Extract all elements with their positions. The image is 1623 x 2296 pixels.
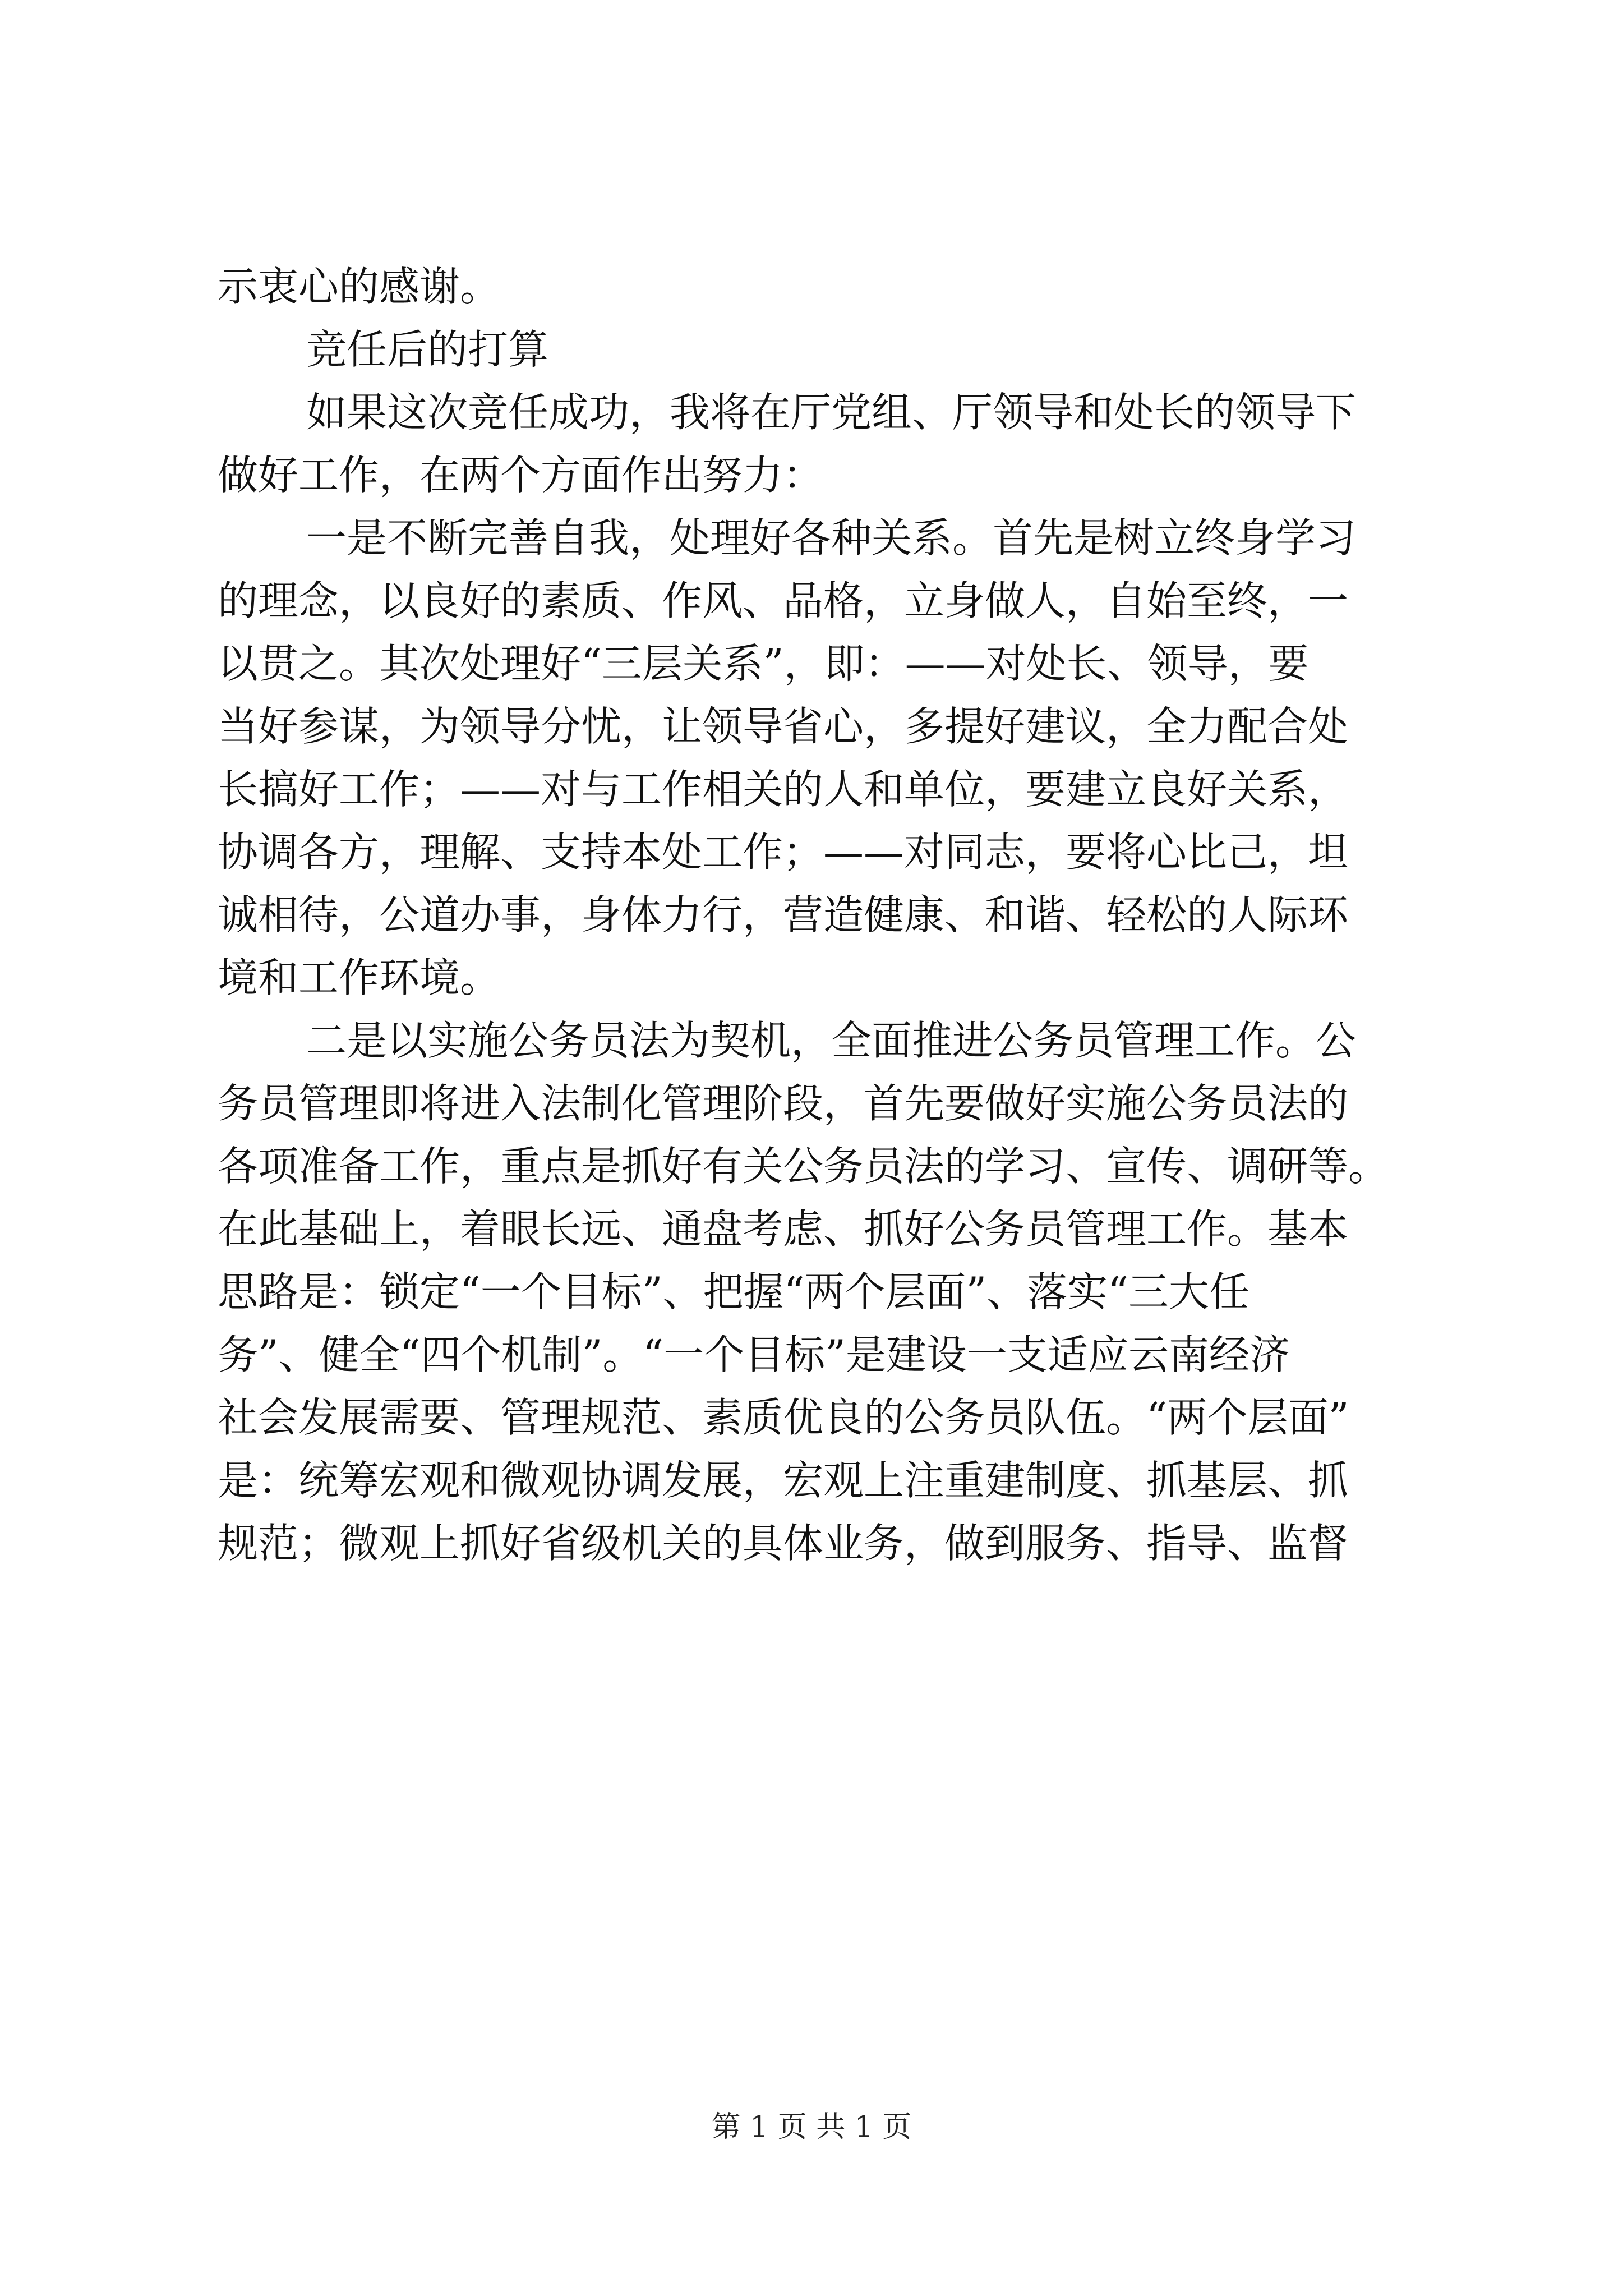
text-line: 示衷心的感谢。 [218,263,501,310]
text-line: 务员管理即将进入法制化管理阶段，首先要做好实施公务员法的 [218,1080,1349,1127]
text-line: 各项准备工作，重点是抓好有关公务员法的学习、宣传、调研等。 [218,1143,1389,1190]
text-line: 境和工作环境。 [218,954,501,1001]
text-line: 思路是：锁定“一个目标”、把握“两个层面”、落实“三大任 [218,1268,1250,1315]
text-line: 当好参谋，为领导分忧，让领导省心，多提好建议，全力配合处 [218,703,1349,750]
text-line: 是：统筹宏观和微观协调发展，宏观上注重建制度、抓基层、抓 [218,1457,1349,1504]
text-line: 协调各方，理解、支持本处工作；——对同志，要将心比己，坦 [218,829,1349,876]
text-line: 的理念，以良好的素质、作风、品格，立身做人，自始至终，一 [218,577,1349,624]
text-line: 长搞好工作；——对与工作相关的人和单位，要建立良好关系， [218,766,1349,813]
text-line: 以贯之。其次处理好“三层关系”，即：——对处长、领导，要 [218,640,1309,687]
text-line: 务”、健全“四个机制”。“一个目标”是建设一支适应云南经济 [218,1331,1290,1378]
text-line: 二是以实施公务员法为契机，全面推进公务员管理工作。公 [306,1017,1357,1064]
section-heading: 竞任后的打算 [306,326,549,373]
text-line: 规范；微观上抓好省级机关的具体业务，做到服务、指导、监督 [218,1520,1349,1567]
page-footer: 第 1 页 共 1 页 [711,2110,912,2144]
text-line: 做好工作，在两个方面作出努力： [218,452,824,499]
text-line: 一是不断完善自我，处理好各种关系。首先是树立终身学习 [306,514,1357,562]
text-line: 诚相待，公道办事，身体力行，营造健康、和谐、轻松的人际环 [218,891,1349,938]
text-line: 如果这次竞任成功，我将在厅党组、厅领导和处长的领导下 [306,389,1357,436]
text-line: 在此基础上，着眼长远、通盘考虑、抓好公务员管理工作。基本 [218,1205,1349,1253]
text-line: 社会发展需要、管理规范、素质优良的公务员队伍。“两个层面” [218,1394,1349,1441]
